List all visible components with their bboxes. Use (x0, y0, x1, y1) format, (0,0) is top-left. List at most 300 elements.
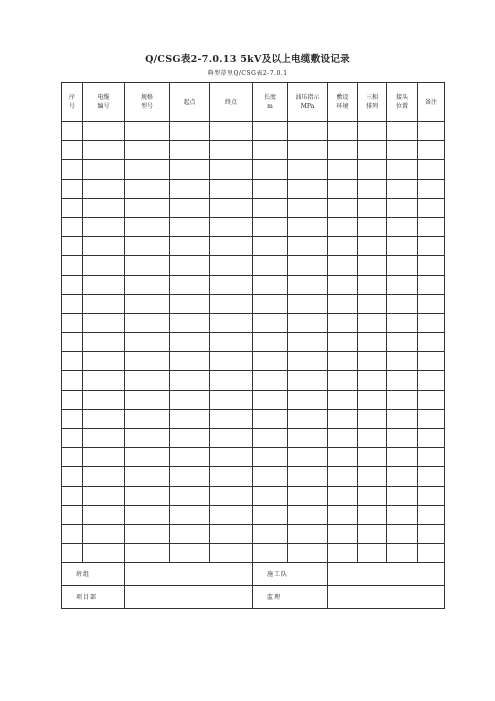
table-row (62, 390, 445, 409)
table-cell[interactable] (328, 313, 358, 332)
table-cell[interactable] (125, 371, 170, 390)
table-cell[interactable] (83, 313, 125, 332)
table-cell[interactable] (358, 333, 387, 352)
table-cell[interactable] (83, 237, 125, 256)
table-cell[interactable] (62, 275, 83, 294)
table-cell[interactable] (328, 524, 358, 543)
table-row (62, 371, 445, 390)
table-cell[interactable] (210, 390, 253, 409)
table-cell[interactable] (253, 198, 288, 217)
table-cell[interactable] (125, 429, 170, 448)
table-cell[interactable] (328, 467, 358, 486)
table-cell[interactable] (83, 409, 125, 428)
table-cell[interactable] (387, 371, 418, 390)
table-cell[interactable] (62, 198, 83, 217)
header-cable-number: 电缆 编号 (83, 83, 125, 122)
table-row (62, 352, 445, 371)
table-cell[interactable] (125, 237, 170, 256)
table-cell[interactable] (387, 429, 418, 448)
table-cell[interactable] (328, 256, 358, 275)
table-cell[interactable] (387, 237, 418, 256)
header-length: 长度 m (253, 83, 288, 122)
table-cell[interactable] (387, 333, 418, 352)
table-cell[interactable] (418, 429, 445, 448)
project-department-label: 项目部 (62, 586, 125, 609)
table-row (62, 409, 445, 428)
supervision-label: 监理 (253, 586, 328, 609)
table-cell[interactable] (328, 160, 358, 179)
table-cell[interactable] (83, 179, 125, 198)
table-cell[interactable] (62, 448, 83, 467)
table-cell[interactable] (358, 448, 387, 467)
table-cell[interactable] (328, 294, 358, 313)
table-cell[interactable] (328, 179, 358, 198)
table-cell[interactable] (387, 467, 418, 486)
table-cell[interactable] (418, 217, 445, 236)
table-cell[interactable] (62, 122, 83, 141)
table-cell[interactable] (210, 313, 253, 332)
table-cell[interactable] (358, 294, 387, 313)
table-cell[interactable] (170, 198, 210, 217)
table-row (62, 313, 445, 332)
table-cell[interactable] (170, 333, 210, 352)
table-cell[interactable] (288, 409, 328, 428)
signature-row-project (62, 586, 445, 609)
table-cell[interactable] (387, 198, 418, 217)
table-cell[interactable] (288, 371, 328, 390)
table-cell[interactable] (62, 371, 83, 390)
table-cell[interactable] (387, 122, 418, 141)
table-cell[interactable] (288, 486, 328, 505)
table-cell[interactable] (253, 160, 288, 179)
table-row (62, 179, 445, 198)
table-cell[interactable] (328, 544, 358, 563)
table-cell[interactable] (62, 486, 83, 505)
table-cell[interactable] (83, 160, 125, 179)
table-cell[interactable] (288, 390, 328, 409)
table-cell[interactable] (125, 294, 170, 313)
table-cell[interactable] (83, 333, 125, 352)
table-cell[interactable] (288, 275, 328, 294)
signature-row-team (62, 563, 445, 586)
table-row (62, 198, 445, 217)
table-cell[interactable] (288, 294, 328, 313)
table-cell[interactable] (358, 198, 387, 217)
table-cell[interactable] (83, 256, 125, 275)
table-cell[interactable] (210, 141, 253, 160)
team-signature-field[interactable] (125, 563, 253, 586)
table-cell[interactable] (125, 448, 170, 467)
table-cell[interactable] (210, 371, 253, 390)
table-cell[interactable] (83, 429, 125, 448)
table-cell[interactable] (418, 371, 445, 390)
table-cell[interactable] (253, 467, 288, 486)
table-cell[interactable] (62, 160, 83, 179)
table-cell[interactable] (418, 352, 445, 371)
document-title: Q/CSG表2-7.0.13 5kV及以上电缆敷设记录 (145, 54, 350, 65)
table-cell[interactable] (210, 544, 253, 563)
table-row (62, 141, 445, 160)
table-cell[interactable] (125, 505, 170, 524)
table-cell[interactable] (170, 467, 210, 486)
table-cell[interactable] (328, 237, 358, 256)
table-cell[interactable] (62, 524, 83, 543)
table-cell[interactable] (170, 313, 210, 332)
table-cell[interactable] (125, 256, 170, 275)
table-cell[interactable] (288, 198, 328, 217)
table-cell[interactable] (418, 544, 445, 563)
table-cell[interactable] (387, 217, 418, 236)
table-cell[interactable] (418, 256, 445, 275)
table-cell[interactable] (358, 160, 387, 179)
table-cell[interactable] (125, 390, 170, 409)
table-cell[interactable] (210, 467, 253, 486)
table-cell[interactable] (387, 544, 418, 563)
table-cell[interactable] (387, 486, 418, 505)
table-cell[interactable] (358, 467, 387, 486)
table-cell[interactable] (62, 505, 83, 524)
table-cell[interactable] (83, 486, 125, 505)
table-cell[interactable] (328, 390, 358, 409)
table-cell[interactable] (418, 237, 445, 256)
table-cell[interactable] (83, 524, 125, 543)
table-row (62, 448, 445, 467)
table-cell[interactable] (288, 179, 328, 198)
table-cell[interactable] (210, 505, 253, 524)
table-cell[interactable] (125, 544, 170, 563)
table-cell[interactable] (210, 294, 253, 313)
table-cell[interactable] (83, 217, 125, 236)
table-cell[interactable] (62, 294, 83, 313)
document-subtitle: 典型蒂里Q/CSG表2-7.0.1 (207, 70, 288, 77)
table-cell[interactable] (62, 429, 83, 448)
table-cell[interactable] (358, 390, 387, 409)
table-cell[interactable] (83, 141, 125, 160)
table-cell[interactable] (328, 448, 358, 467)
table-cell[interactable] (418, 505, 445, 524)
table-cell[interactable] (210, 409, 253, 428)
table-row (62, 217, 445, 236)
header-remarks: 备注 (418, 83, 445, 122)
table-cell[interactable] (387, 448, 418, 467)
table-cell[interactable] (358, 505, 387, 524)
table-cell[interactable] (62, 237, 83, 256)
table-cell[interactable] (83, 467, 125, 486)
table-cell[interactable] (83, 448, 125, 467)
table-cell[interactable] (253, 390, 288, 409)
table-cell[interactable] (418, 275, 445, 294)
table-cell[interactable] (83, 371, 125, 390)
table-cell[interactable] (253, 352, 288, 371)
table-cell[interactable] (358, 313, 387, 332)
table-cell[interactable] (418, 141, 445, 160)
table-cell[interactable] (62, 179, 83, 198)
table-cell[interactable] (418, 160, 445, 179)
table-cell[interactable] (387, 275, 418, 294)
table-cell[interactable] (418, 198, 445, 217)
table-cell[interactable] (328, 486, 358, 505)
table-cell[interactable] (288, 352, 328, 371)
table-cell[interactable] (125, 275, 170, 294)
table-cell[interactable] (387, 352, 418, 371)
table-cell[interactable] (210, 486, 253, 505)
table-cell[interactable] (170, 429, 210, 448)
table-cell[interactable] (210, 275, 253, 294)
table-cell[interactable] (288, 256, 328, 275)
table-cell[interactable] (253, 544, 288, 563)
table-row (62, 486, 445, 505)
table-cell[interactable] (288, 524, 328, 543)
table-cell[interactable] (418, 294, 445, 313)
table-cell[interactable] (328, 198, 358, 217)
table-cell[interactable] (288, 122, 328, 141)
table-cell[interactable] (328, 122, 358, 141)
table-cell[interactable] (83, 390, 125, 409)
table-cell[interactable] (62, 313, 83, 332)
table-cell[interactable] (170, 409, 210, 428)
table-cell[interactable] (358, 217, 387, 236)
table-cell[interactable] (387, 141, 418, 160)
table-cell[interactable] (170, 217, 210, 236)
table-row (62, 237, 445, 256)
table-cell[interactable] (170, 505, 210, 524)
table-cell[interactable] (83, 352, 125, 371)
table-cell[interactable] (328, 429, 358, 448)
table-cell[interactable] (358, 544, 387, 563)
table-cell[interactable] (62, 467, 83, 486)
table-cell[interactable] (125, 486, 170, 505)
header-joint-position: 接头 位置 (387, 83, 418, 122)
table-cell[interactable] (210, 333, 253, 352)
table-cell[interactable] (387, 179, 418, 198)
table-cell[interactable] (125, 217, 170, 236)
table-cell[interactable] (253, 429, 288, 448)
table-cell[interactable] (358, 371, 387, 390)
table-row (62, 544, 445, 563)
table-cell[interactable] (170, 371, 210, 390)
table-cell[interactable] (328, 333, 358, 352)
table-cell[interactable] (358, 486, 387, 505)
table-row (62, 467, 445, 486)
table-cell[interactable] (387, 313, 418, 332)
table-cell[interactable] (253, 409, 288, 428)
table-cell[interactable] (83, 294, 125, 313)
table-cell[interactable] (170, 179, 210, 198)
table-row (62, 429, 445, 448)
table-cell[interactable] (418, 486, 445, 505)
table-row (62, 256, 445, 275)
table-cell[interactable] (210, 179, 253, 198)
table-cell[interactable] (253, 179, 288, 198)
table-cell[interactable] (288, 544, 328, 563)
table-body (62, 122, 445, 563)
table-cell[interactable] (253, 122, 288, 141)
table-cell[interactable] (125, 409, 170, 428)
table-cell[interactable] (387, 294, 418, 313)
table-cell[interactable] (418, 390, 445, 409)
table-cell[interactable] (170, 544, 210, 563)
construction-team-label: 施工队 (253, 563, 328, 586)
table-cell[interactable] (170, 237, 210, 256)
header-laying-environment: 敷设 环境 (328, 83, 358, 122)
table-cell[interactable] (387, 524, 418, 543)
table-cell[interactable] (358, 524, 387, 543)
table-cell[interactable] (125, 313, 170, 332)
table-cell[interactable] (170, 448, 210, 467)
table-cell[interactable] (62, 141, 83, 160)
table-cell[interactable] (328, 409, 358, 428)
table-cell[interactable] (288, 217, 328, 236)
table-cell[interactable] (170, 160, 210, 179)
table-cell[interactable] (328, 275, 358, 294)
table-cell[interactable] (418, 409, 445, 428)
table-cell[interactable] (418, 313, 445, 332)
table-cell[interactable] (358, 409, 387, 428)
table-cell[interactable] (328, 352, 358, 371)
table-cell[interactable] (418, 467, 445, 486)
table-cell[interactable] (210, 160, 253, 179)
supervision-signature-field[interactable] (328, 586, 445, 609)
table-cell[interactable] (125, 141, 170, 160)
table-row (62, 333, 445, 352)
table-cell[interactable] (210, 256, 253, 275)
table-cell[interactable] (125, 352, 170, 371)
table-row (62, 524, 445, 543)
table-cell[interactable] (253, 486, 288, 505)
table-cell[interactable] (210, 429, 253, 448)
table-cell[interactable] (328, 141, 358, 160)
table-cell[interactable] (170, 352, 210, 371)
table-cell[interactable] (387, 505, 418, 524)
table-row (62, 294, 445, 313)
table-cell[interactable] (125, 179, 170, 198)
table-row (62, 160, 445, 179)
table-cell[interactable] (83, 505, 125, 524)
table-cell[interactable] (253, 275, 288, 294)
table-cell[interactable] (387, 160, 418, 179)
table-cell[interactable] (358, 352, 387, 371)
table-cell[interactable] (125, 160, 170, 179)
table-row (62, 275, 445, 294)
table-cell[interactable] (125, 333, 170, 352)
table-cell[interactable] (288, 505, 328, 524)
header-three-phase-arrangement: 三相 排列 (358, 83, 387, 122)
header-end-point: 终点 (210, 83, 253, 122)
table-cell[interactable] (328, 217, 358, 236)
table-cell[interactable] (328, 371, 358, 390)
table-cell[interactable] (288, 429, 328, 448)
team-label: 班组 (62, 563, 125, 586)
table-cell[interactable] (210, 237, 253, 256)
table-cell[interactable] (288, 313, 328, 332)
table-cell[interactable] (358, 429, 387, 448)
table-cell[interactable] (253, 217, 288, 236)
table-cell[interactable] (170, 294, 210, 313)
construction-team-signature-field[interactable] (328, 563, 445, 586)
table-cell[interactable] (210, 198, 253, 217)
cable-laying-record-table (61, 82, 445, 609)
table-cell[interactable] (418, 179, 445, 198)
table-cell[interactable] (170, 122, 210, 141)
table-cell[interactable] (170, 524, 210, 543)
table-cell[interactable] (170, 256, 210, 275)
table-cell[interactable] (387, 256, 418, 275)
table-cell[interactable] (210, 352, 253, 371)
table-cell[interactable] (62, 409, 83, 428)
table-cell[interactable] (125, 467, 170, 486)
table-cell[interactable] (358, 256, 387, 275)
header-specification-model: 规格 型号 (125, 83, 170, 122)
table-cell[interactable] (170, 390, 210, 409)
table-cell[interactable] (83, 544, 125, 563)
table-cell[interactable] (253, 505, 288, 524)
table-header-row (62, 83, 445, 122)
table-cell[interactable] (288, 237, 328, 256)
table-cell[interactable] (387, 390, 418, 409)
table-cell[interactable] (62, 352, 83, 371)
table-cell[interactable] (62, 217, 83, 236)
table-cell[interactable] (253, 371, 288, 390)
table-cell[interactable] (210, 524, 253, 543)
table-cell[interactable] (253, 448, 288, 467)
table-cell[interactable] (210, 122, 253, 141)
table-cell[interactable] (253, 237, 288, 256)
table-cell[interactable] (387, 409, 418, 428)
table-cell[interactable] (418, 122, 445, 141)
table-cell[interactable] (125, 524, 170, 543)
table-cell[interactable] (253, 313, 288, 332)
table-cell[interactable] (210, 217, 253, 236)
header-oil-pressure: 油压指示 MPa (288, 83, 328, 122)
table-cell[interactable] (62, 544, 83, 563)
table-cell[interactable] (83, 122, 125, 141)
table-cell[interactable] (418, 333, 445, 352)
table-cell[interactable] (125, 122, 170, 141)
table-cell[interactable] (253, 333, 288, 352)
table-cell[interactable] (83, 198, 125, 217)
table-cell[interactable] (418, 448, 445, 467)
table-cell[interactable] (418, 524, 445, 543)
table-cell[interactable] (358, 122, 387, 141)
table-cell[interactable] (83, 275, 125, 294)
table-cell[interactable] (253, 141, 288, 160)
table-cell[interactable] (170, 486, 210, 505)
header-serial-number: 序 号 (62, 83, 83, 122)
table-cell[interactable] (62, 256, 83, 275)
table-cell[interactable] (358, 141, 387, 160)
project-department-signature-field[interactable] (125, 586, 253, 609)
table-cell[interactable] (328, 505, 358, 524)
table-cell[interactable] (62, 333, 83, 352)
table-cell[interactable] (170, 275, 210, 294)
table-cell[interactable] (288, 467, 328, 486)
table-cell[interactable] (358, 237, 387, 256)
header-start-point: 起点 (170, 83, 210, 122)
table-cell[interactable] (253, 294, 288, 313)
table-cell[interactable] (125, 198, 170, 217)
table-cell[interactable] (210, 448, 253, 467)
table-cell[interactable] (358, 275, 387, 294)
table-cell[interactable] (253, 524, 288, 543)
table-cell[interactable] (62, 390, 83, 409)
table-cell[interactable] (358, 179, 387, 198)
table-cell[interactable] (170, 141, 210, 160)
table-cell[interactable] (253, 256, 288, 275)
table-cell[interactable] (288, 333, 328, 352)
table-cell[interactable] (288, 141, 328, 160)
table-cell[interactable] (288, 160, 328, 179)
table-cell[interactable] (288, 448, 328, 467)
